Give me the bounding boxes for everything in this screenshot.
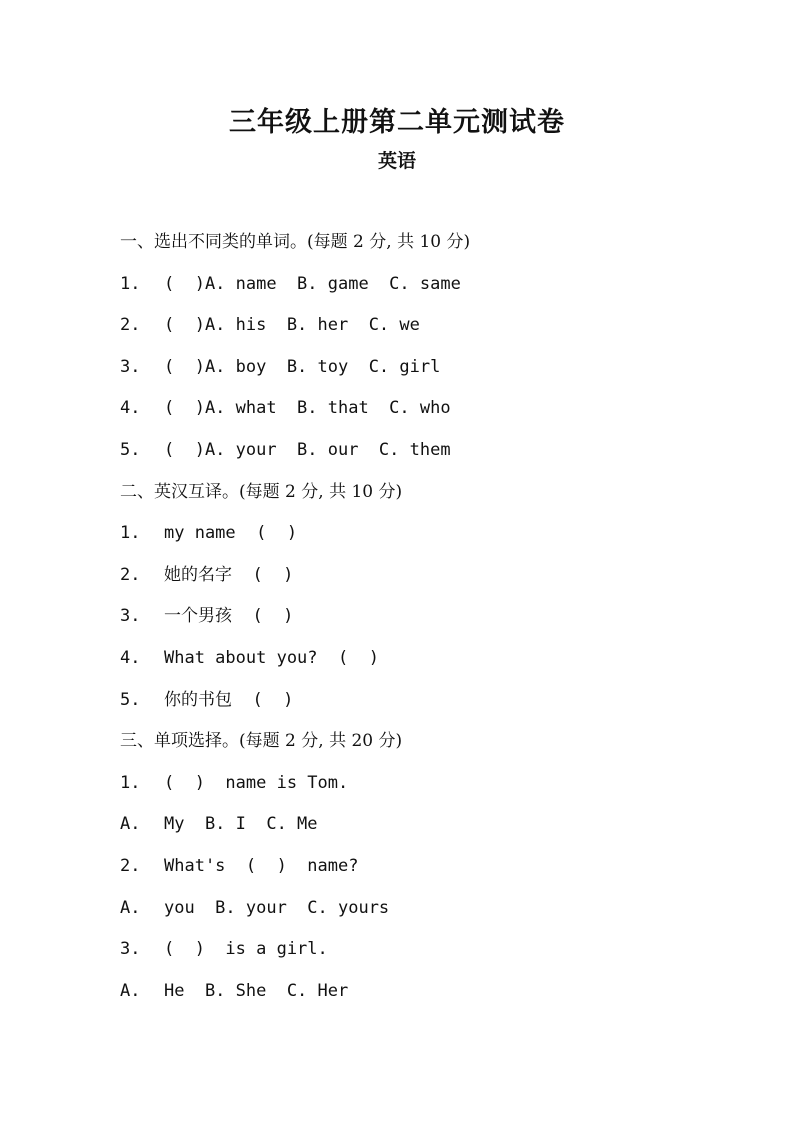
question-text: ( )A. his B. her C. we [164,315,420,336]
question-text: ( )A. boy B. toy C. girl [164,356,441,377]
question-text: ( )A. your B. our C. them [164,439,451,460]
question-line [120,395,760,437]
question-line [120,645,760,687]
question-number: 2. [120,855,141,876]
answer-options-text: you B. your C. yours [164,897,390,918]
question-line [120,603,760,645]
question-number: 1. [120,273,141,294]
question-line [120,562,760,604]
question-line [120,853,760,895]
question-line [120,271,760,313]
question-text: What about you? ( ) [164,647,379,668]
question-number: 1. [120,523,141,544]
question-number: 5. [120,689,141,710]
question-number: 4. [120,647,141,668]
question-text: ( )A. name B. game C. same [164,273,461,294]
question-line [120,437,760,479]
answer-options-line [120,895,760,937]
question-line [120,354,760,396]
test-content [120,229,760,1019]
question-line [120,936,760,978]
question-number: 3. [120,939,141,960]
question-text: ( ) name is Tom. [164,772,349,793]
question-number: 3. [120,356,141,377]
question-line [120,687,760,729]
question-text: 她的名字 ( ) [164,564,294,585]
question-line [120,520,760,562]
option-label: A. [120,814,141,835]
question-number: 2. [120,315,141,336]
question-number: 5. [120,439,141,460]
section-2-heading: 二、英汉互译。(每题 2 分, 共 10 分) [120,481,403,502]
question-line [120,770,760,812]
answer-options-line [120,811,760,853]
question-number: 3. [120,606,141,627]
page-title: 三年级上册第二单元测试卷 [229,107,565,138]
question-text: What's ( ) name? [164,855,359,876]
answer-options-text: My B. I C. Me [164,814,318,835]
question-line [120,312,760,354]
answer-options-line [120,978,760,1020]
question-number: 2. [120,564,141,585]
question-text: 一个男孩 ( ) [164,606,294,627]
option-label: A. [120,980,141,1001]
question-text: 你的书包 ( ) [164,689,294,710]
question-text: my name ( ) [164,523,298,544]
question-number: 4. [120,398,141,419]
question-text: ( ) is a girl. [164,939,328,960]
section-1-heading: 一、选出不同类的单词。(每题 2 分, 共 10 分) [120,232,471,252]
answer-options-text: He B. She C. Her [164,980,349,1001]
option-label: A. [120,897,141,918]
section-3-heading: 三、单项选择。(每题 2 分, 共 20 分) [120,731,403,752]
question-text: ( )A. what B. that C. who [164,398,451,419]
page-subtitle: 英语 [377,150,416,172]
question-number: 1. [120,772,141,793]
